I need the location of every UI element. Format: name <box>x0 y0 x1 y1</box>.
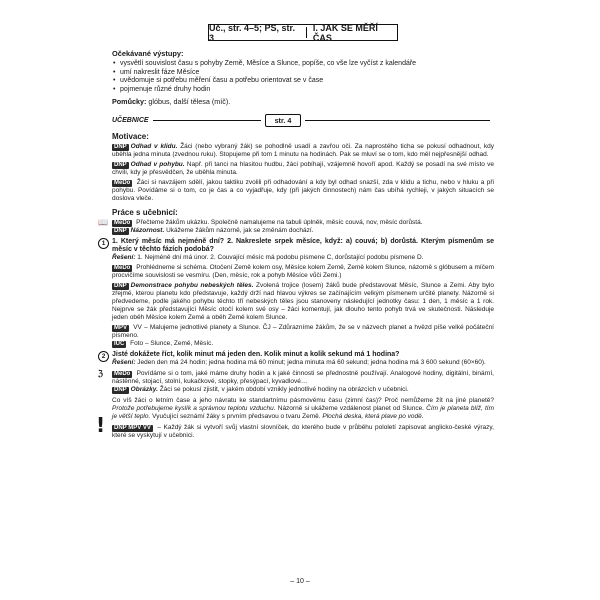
section-divider <box>112 114 494 127</box>
z-icon: ℨ <box>98 368 103 378</box>
paragraph-text: Přečteme žákům ukázku. Společně namalujeme na tabuli úplněk, měsíc couvá, nov, měsíc dorůstá. <box>134 219 423 226</box>
solution-label: Řešení: <box>112 254 136 262</box>
paragraph-text: Co víš žáci o letním čase a jeho návratu ke standartnímu pásmovému času (zimní čas)? Proč nemůžeme žít na jiné planetě? <box>112 396 494 404</box>
list-item: • pojmenuje různé druhy hodin <box>120 86 494 95</box>
header-divider <box>306 27 307 38</box>
activity-name: Názornost. <box>130 227 165 234</box>
paragraph-text: Ukážeme žákům názorně, jak se změnám dochází. <box>164 227 314 234</box>
paragraph-text: – Každý žák si vytvoří svůj vlastní slovníček, do kterého bude v průběhu pololetí zapisovat anglicko-české výrazy, které se vyskytují v učebnici. <box>112 424 494 440</box>
italic-answer: Protože potřebujeme kyslík a správnou teplotu vzduchu. <box>112 404 276 412</box>
solution-label: Řešení: <box>112 358 136 366</box>
aids-text: glóbus, další tělesa (míč). <box>146 97 231 107</box>
expected-outcomes-list <box>112 60 494 94</box>
italic-answer: Čím je planeta blíž, tím je větší teplo. <box>112 404 494 420</box>
content-column <box>96 22 494 440</box>
method-tag: DNP <box>114 144 127 151</box>
method-tag: DNP MPV VV <box>114 425 151 432</box>
reading-paragraph <box>98 218 494 235</box>
method-tag: MeDo <box>114 220 131 226</box>
exercise-2 <box>101 350 494 367</box>
paragraph-text: Foto – Slunce, Země, Měsíc. <box>128 339 214 347</box>
method-tag: MeDo <box>114 370 131 377</box>
motivation-paragraph-2 <box>112 161 494 177</box>
activity-name: Obrázky. <box>130 385 158 393</box>
paragraph-text: Např. při tanci na hlasitou hudbu, žáci pobíhají, vzájemně hovoří apod. Každý se posadí na své místo ve chvíli, kdy je přesvědčen, že uběhla minuta. <box>112 161 494 177</box>
motivation-title: Motivace: <box>112 132 149 142</box>
exercise-1 <box>101 238 494 262</box>
paragraph-text: Žáci se pokusí zjistit, v jakém období vznikly jednotlivé hodiny na obrázcích v učebnici. <box>157 385 409 393</box>
paragraph-text: Prohlédneme si schéma. Otočení Země kolem osy, Měsíce kolem Země, Země kolem Slunce, názorně s glóbusem a míčem procvičíme souvislosti se vesmíru. (Den, měsíc, rok a pohyb Měsíce vůči Zemi.) <box>112 264 494 280</box>
method-tag: MeDo <box>114 180 131 187</box>
exercise-number-2: 2 <box>98 351 109 362</box>
cross-subject-paragraph <box>112 324 494 348</box>
motivation-paragraph-3 <box>112 179 494 203</box>
lesson-header-box <box>208 24 398 41</box>
activity-name: Odhad v pohybu. <box>130 161 185 169</box>
list-item: • uvědomuje si potřebu měření času a potřebu orientovat se v čase <box>120 77 494 86</box>
method-tag: DNP <box>114 162 127 169</box>
exercise-number-1: 1 <box>98 238 109 249</box>
section-rule-left <box>153 120 261 121</box>
activity-name: Demonstrace pohybu nebeských těles. <box>130 282 254 290</box>
exercise-solution <box>112 359 494 367</box>
lesson-title: I. JAK SE MĚŘÍ ČAS <box>312 22 378 43</box>
method-tag: IUC <box>114 340 125 347</box>
aids-line <box>112 97 494 106</box>
exercise-question: 1. Který měsíc má nejméně dní? 2. Nakreslete srpek měsíce, když: a) couvá; b) dorůstá. Kterým písmenům se měsíc v těchto fázích podobá? <box>112 238 494 254</box>
book-icon: 📖 <box>98 218 108 227</box>
method-tag: DNP <box>114 283 127 290</box>
paragraph-text: Názorně si ukážeme vzdálenost planet od Slunce. <box>275 404 427 412</box>
demonstration-paragraph <box>112 282 494 322</box>
clock-types-paragraph <box>98 368 494 394</box>
motivation-paragraph-1 <box>112 143 494 159</box>
schema-paragraph <box>112 264 494 280</box>
method-tag: DNP <box>114 386 127 393</box>
list-item: • vysvětlí souvislost času s pohyby Země, Měsíce a Slunce, popíše, co vše lze vyčíst z kalendáře <box>120 60 494 69</box>
paragraph-text: Žáci si navzájem sdělí, jakou taktiku zvolili při odhadování a kdy byl odhad snazší, zda v klidu a tichu, nebo v hluku a při pohybu. Povídáme si o tom, co je čas a co vyjadřuje, kdy (při jakých činnostech) nám čas ubíhá rychleji, v jakých situacích se doslova vleče. <box>112 179 494 203</box>
solution-text: 1. Nejméně dní má únor. 2. Couvající měsíc má podobu písmene C, dorůstající podobu písmene D. <box>135 254 424 262</box>
paragraph-text: VV – Malujeme jednotlivé planety a Slunce. ČJ – Zdůrazníme žákům, že se v názvech planet a hvězd píše velké počáteční písmeno. <box>112 323 494 339</box>
page-number: – 10 – <box>290 578 310 585</box>
planet-paragraph <box>112 397 494 421</box>
list-item: • umí nakreslit fáze Měsíce <box>120 69 494 78</box>
section-page-box: str. 4 <box>265 114 302 127</box>
paragraph-text: Žáci (nebo vybraný žák) se pohodlně usadí a zavřou oči. Za naprostého ticha se pokusí odhadnout, kdy uběhla jedna minuta (zvednou ruku). Stopujeme při tom 1 minutu na hodinách. Pak se mluví se o tom, kdo měl nejpřesnější odhad. <box>112 143 494 159</box>
expected-outcomes-title: Očekávané výstupy: <box>112 49 184 58</box>
activity-name: Odhad v klidu. <box>130 143 178 151</box>
paragraph-text: Vyučující seznámí žáky s prvním předsavou o tvaru Země. <box>150 412 323 420</box>
method-tag: DNP <box>114 228 127 234</box>
section-rule-right <box>305 120 490 121</box>
solution-text: Jeden den má 24 hodin; jedna hodina má 60 minut; jedna minuta má 60 sekund; jedna hodina má 3 600 sekund (60×60). <box>135 358 486 366</box>
exercise-solution <box>112 254 494 262</box>
paragraph-text: Zvolená trojice (losem) žáků bude představovat Měsíc, Slunce a Zemi. Aby bylo zřejmé, kterou planetu kdo představuje, každý drží nad hlavou výkres se začínajícím velkým písmenem určité planety. Názorně si předvedeme, podle jakého pohybu těchto tří nebeských těles jsou stanoveny následující jednotky času: 1 den, 1 měsíc a 1 rok. Nejprve se žák představující Měsíc otočí kolem své osy – žáci komentují, jak dlouho tento pohyb trvá ve skutečnosti. Následuje jeden oběh Měsíce kolem Země a oběh Země kolem Slunce. <box>112 282 494 321</box>
textbook-work-title: Práce s učebnicí: <box>112 208 178 217</box>
exclamation-icon: ! <box>96 413 106 438</box>
lesson-reference: Uč., str. 4–5; PS, str. 3 <box>209 22 296 43</box>
method-tag: MPV <box>114 324 128 331</box>
paragraph-text: Povídáme si o tom, jaké máme druhy hodin a k jaké činnosti se přednostně používají. Analogové hodiny, digitální, binární, nástěnné, stojací, stolní, kukačkové, stopky, přesýpací, kyvadlové… <box>112 369 494 385</box>
method-tag: MeDo <box>114 265 131 272</box>
italic-answer: Plochá deska, která plave po vodě. <box>322 412 424 420</box>
exercise-question: Jisté dokážete říct, kolik minut má jeden den. Kolik minut a kolik sekund má 1 hodina? <box>112 350 400 358</box>
aids-label: Pomůcky: <box>112 97 147 107</box>
section-label: UČEBNICE <box>112 117 149 125</box>
